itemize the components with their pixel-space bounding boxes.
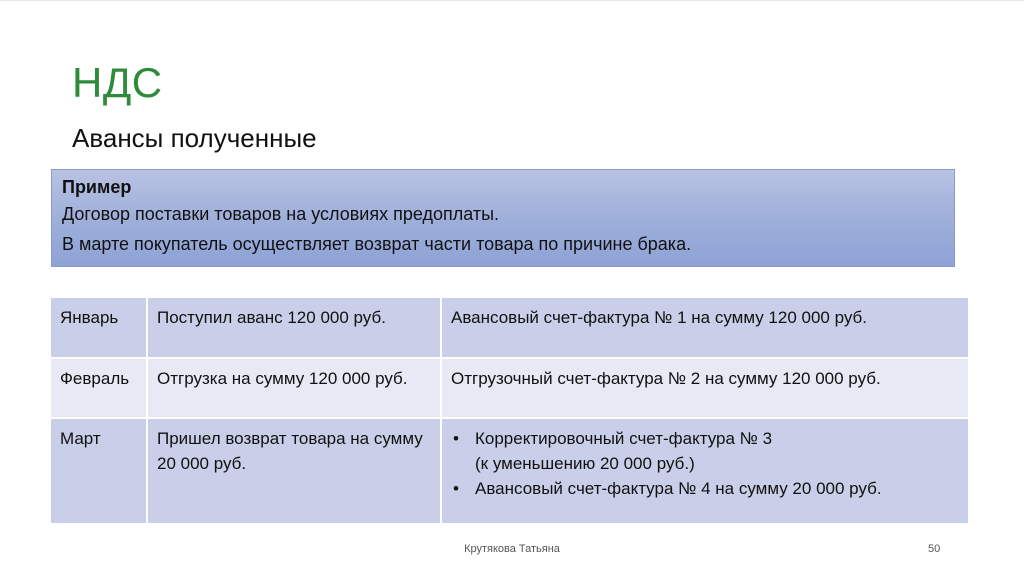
cell-month: Январь [51, 298, 147, 358]
list-item [451, 426, 959, 476]
bullet-icon: • [453, 429, 459, 448]
example-heading: Пример [62, 177, 132, 197]
example-box [51, 169, 955, 267]
bullet-icon: • [453, 479, 459, 498]
document-line: Авансовый счет-фактура № 4 на сумму 20 000 руб. [475, 479, 882, 498]
table-row [51, 358, 968, 418]
cell-month: Март [51, 418, 147, 524]
top-divider [0, 0, 1024, 1]
cell-operation: Отгрузка на сумму 120 000 руб. [147, 358, 441, 418]
cell-operation: Пришел возврат товара на сумму 20 000 руб. [147, 418, 441, 524]
page-number: 50 [928, 543, 941, 555]
table-row [51, 418, 968, 524]
cell-month: Февраль [51, 358, 147, 418]
example-line-2: В марте покупатель осуществляет возврат части товара по причине брака. [62, 234, 692, 254]
operations-table [51, 298, 968, 525]
slide-subtitle: Авансы полученные [72, 123, 317, 153]
document-line: (к уменьшению 20 000 руб.) [475, 454, 695, 473]
document-line: Корректировочный счет-фактура № 3 [475, 429, 773, 448]
table-row [51, 298, 968, 358]
list-item [451, 476, 959, 501]
cell-documents [441, 418, 968, 524]
example-line-1: Договор поставки товаров на условиях предоплаты. [62, 204, 500, 224]
cell-document: Авансовый счет-фактура № 1 на сумму 120 000 руб. [441, 298, 968, 358]
cell-operation: Поступил аванс 120 000 руб. [147, 298, 441, 358]
footer-author: Крутякова Татьяна [464, 543, 560, 555]
slide-title: НДС [72, 59, 163, 106]
cell-document: Отгрузочный счет-фактура № 2 на сумму 120 000 руб. [441, 358, 968, 418]
document-list [451, 426, 959, 501]
